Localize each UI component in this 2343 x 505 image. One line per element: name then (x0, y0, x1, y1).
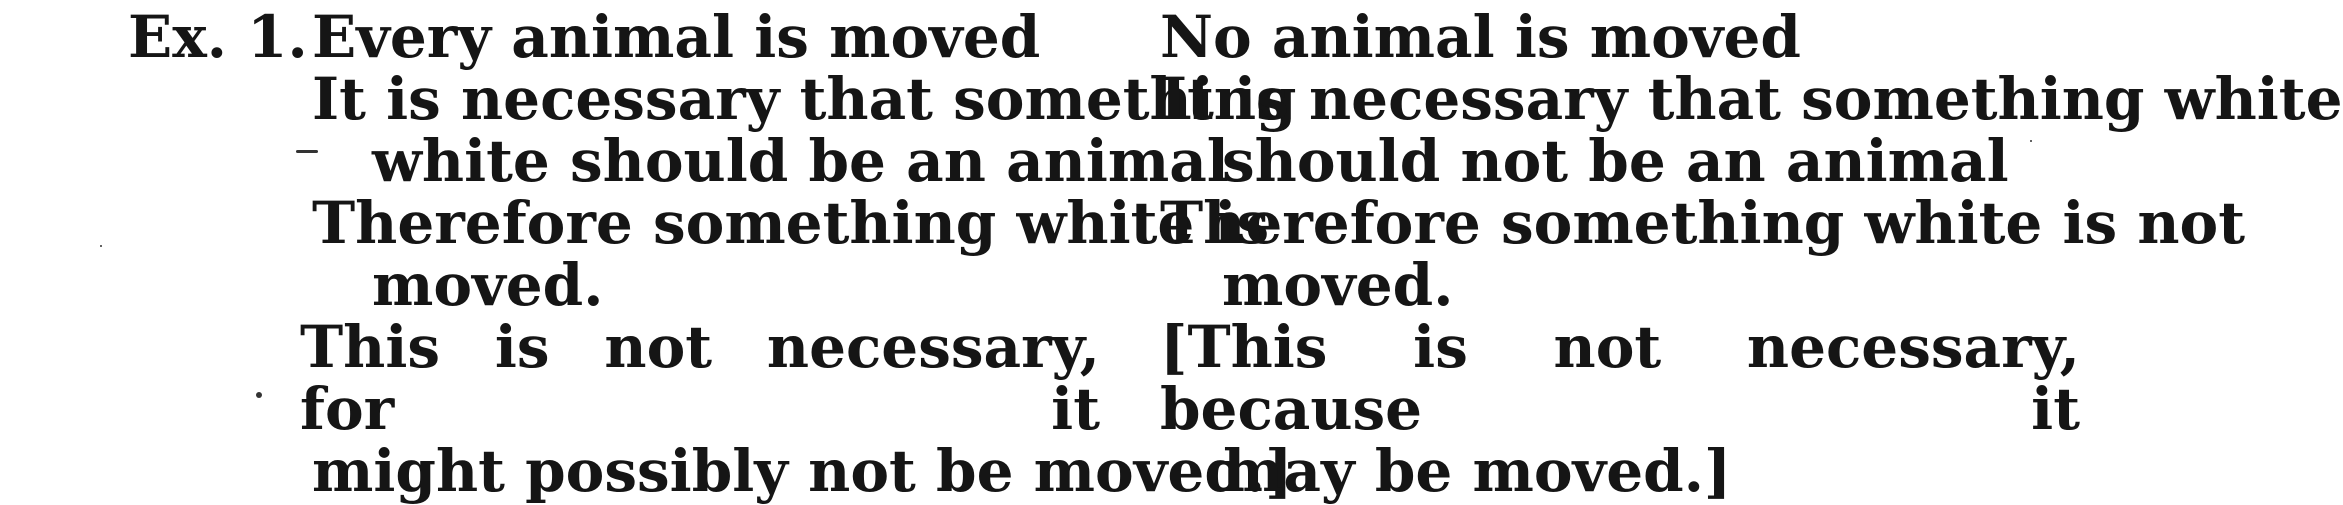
speck-dot (256, 392, 262, 398)
speck-dot (100, 245, 102, 247)
left-line-2: It is necessary that something (312, 65, 1297, 133)
left-line-3: white should be an animal (372, 127, 1229, 195)
right-line-1: No animal is moved (1160, 3, 1801, 71)
right-line-3: should not be an animal (1222, 127, 2009, 195)
right-line-6 (1160, 313, 2080, 443)
speck-dot (2030, 140, 2032, 142)
right-line-7: may be moved.] (1222, 437, 1732, 505)
speck-dash (296, 150, 318, 153)
left-line-6-text: This is not necessary, for it (300, 313, 1100, 443)
right-column (1160, 3, 2343, 505)
left-column (300, 3, 1297, 505)
left-line-6 (300, 313, 1100, 443)
left-line-5: moved. (372, 251, 604, 319)
right-line-5: moved. (1222, 251, 1454, 319)
left-line-1: Every animal is moved (312, 3, 1041, 71)
example-label: Ex. 1. (128, 3, 308, 71)
right-line-6-text: [This is not necessary, because it (1160, 313, 2080, 443)
left-line-4: Therefore something white is (312, 189, 1270, 257)
right-line-4: Therefore something white is not (1160, 189, 2246, 257)
right-line-2: It is necessary that something white (1160, 65, 2343, 133)
left-line-7: might possibly not be moved.] (312, 437, 1293, 505)
